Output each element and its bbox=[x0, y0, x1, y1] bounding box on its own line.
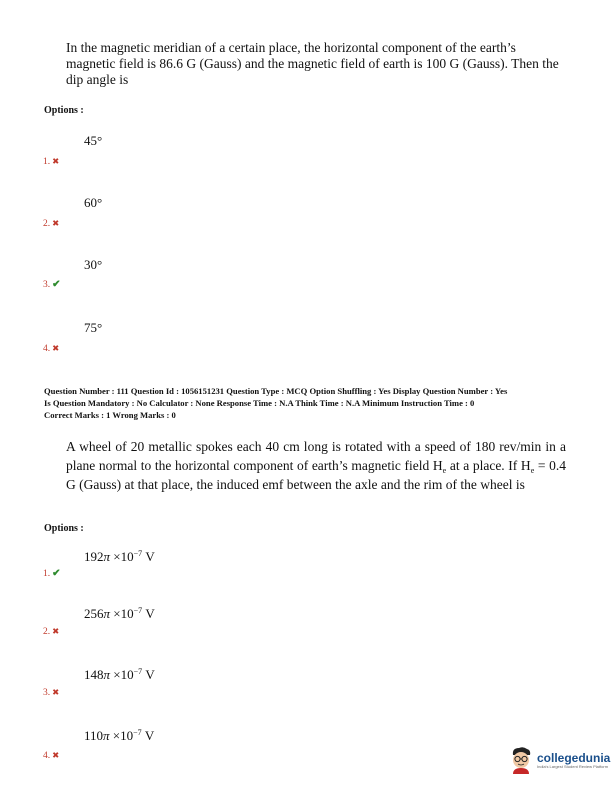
q1-option-2-number: 2. ✖ bbox=[43, 218, 60, 229]
metadata-line-2: Is Question Mandatory : No Calculator : None Response Time : N.A Think Time : N.A Minimum Instruction Time : 0 bbox=[44, 398, 475, 408]
mascot-icon bbox=[508, 746, 534, 774]
check-icon: ✔ bbox=[52, 568, 61, 579]
q2-option-3-value: $148\pi \times 10^{-7}$ V bbox=[84, 667, 155, 682]
q1-option-4-value: 75° bbox=[84, 320, 103, 335]
q2-option-1-value: $192\pi \times 10^{-7}$ V bbox=[84, 549, 155, 564]
cross-icon: ✖ bbox=[52, 156, 60, 166]
logo-tagline: India's Largest Student Review Platform bbox=[537, 763, 609, 769]
cross-icon: ✖ bbox=[52, 750, 60, 760]
q2-option-2-value: $256\pi \times 10^{-7}$ V bbox=[84, 606, 155, 621]
q1-option-1-value: 45° bbox=[84, 133, 103, 148]
q1-option-3-value: 30° bbox=[84, 257, 103, 272]
options-label: Options : bbox=[44, 523, 84, 534]
question-1-text: In the magnetic meridian of a certain place, the horizontal component of the earth’s magnetic field is 86.6 G (Gauss) and the magnetic field of earth is 100 G (Gauss). Then the dip angle is bbox=[66, 40, 559, 87]
q1-option-3-number: 3. ✔ bbox=[43, 279, 61, 290]
collegedunia-logo bbox=[508, 746, 610, 774]
q2-option-2-number: 2. ✖ bbox=[43, 626, 60, 637]
q1-option-4-number: 4. ✖ bbox=[43, 343, 60, 354]
q1-option-1-number: 1. ✖ bbox=[43, 156, 60, 167]
cross-icon: ✖ bbox=[52, 343, 60, 353]
q2-option-4-value: $110\pi \times 10^{-7}$ V bbox=[84, 728, 155, 743]
logo-name: collegedunia bbox=[537, 750, 611, 765]
check-icon: ✔ bbox=[52, 279, 61, 290]
question-metadata bbox=[44, 385, 579, 421]
cross-icon: ✖ bbox=[52, 218, 60, 228]
q2-option-3-number: 3. ✖ bbox=[43, 687, 60, 698]
q2-option-4-number: 4. ✖ bbox=[43, 750, 60, 761]
q2-option-1-number: 1. ✔ bbox=[43, 568, 61, 579]
metadata-line-3: Correct Marks : 1 Wrong Marks : 0 bbox=[44, 410, 176, 420]
options-label: Options : bbox=[44, 105, 84, 116]
metadata-line-1: Question Number : 111 Question Id : 1056151231 Question Type : MCQ Option Shuffling : Yes Display Question Number : Yes bbox=[44, 386, 508, 396]
cross-icon: ✖ bbox=[52, 687, 60, 697]
cross-icon: ✖ bbox=[52, 626, 60, 636]
question-2-text: A wheel of 20 metallic spokes each 40 cm long is rotated with a speed of 180 rev/min in a plane normal to the horizontal component of earth’s magnetic field $H_e$ at a place. If $H_e = 0.4$ G (Gauss) at that place, the induced emf between the axle and the rim of the wheel is bbox=[66, 439, 566, 492]
q1-option-2-value: 60° bbox=[84, 195, 103, 210]
